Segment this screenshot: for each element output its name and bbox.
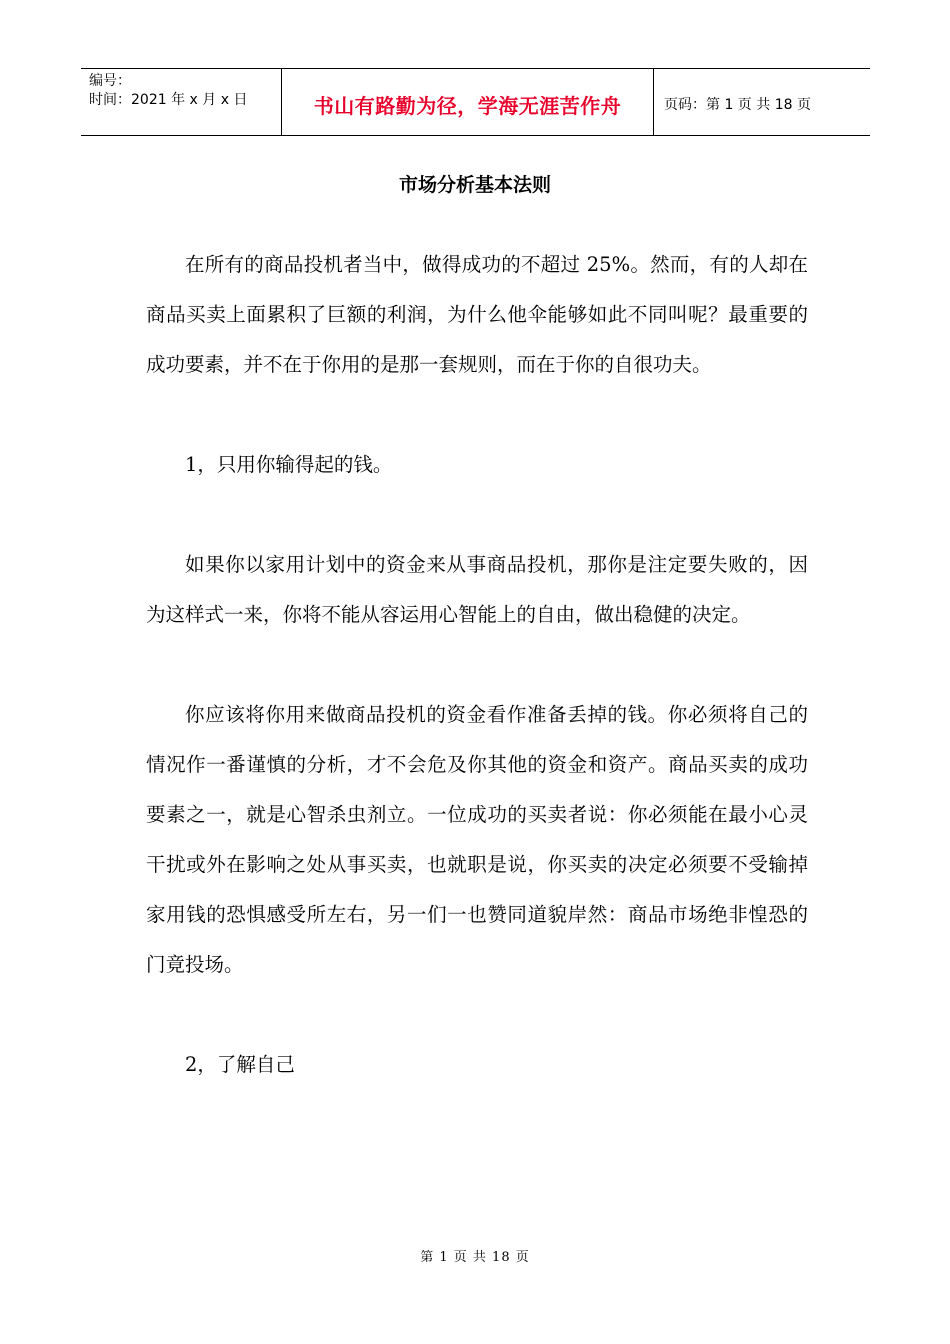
paragraph-gap bbox=[146, 490, 808, 540]
document-title: 市场分析基本法则 bbox=[398, 174, 551, 196]
paragraph-family-funds: 如果你以家用计划中的资金来从事商品投机，那你是注定要失败的，因为这样式一来，你将不能从容运用心智能上的自由，做出稳健的决定。 bbox=[146, 553, 808, 626]
header-number-label: 编号： bbox=[89, 73, 131, 89]
paragraph-gap bbox=[146, 390, 808, 440]
header-page-info: 页码：第 1 页 共 18 页 bbox=[664, 97, 811, 113]
document-body bbox=[146, 240, 808, 1090]
header-motto: 书山有路勤为径，学海无涯苦作舟 bbox=[281, 69, 654, 135]
header-date: 时间：2021 年 x 月 x 日 bbox=[89, 92, 248, 108]
paragraph-intro: 在所有的商品投机者当中，做得成功的不超过 25%。然而，有的人却在商品买卖上面累积了巨额的利润，为什么他伞能够如此不同叫呢？最重要的成功要素，并不在于你用的是那一套规则，而在于你的自很功夫。 bbox=[146, 253, 808, 376]
page-header bbox=[81, 68, 870, 136]
paragraph-risk-capital: 你应该将你用来做商品投机的资金看作准备丢掉的钱。你必须将自己的情况作一番谨慎的分析，才不会危及你其他的资金和资产。商品买卖的成功要素之一，就是心智杀虫剂立。一位成功的买卖者说：你必须能在最小心灵干扰或外在影响之处从事买卖，也就职是说，你买卖的决定必须要不受输掉家用钱的恐惧感受所左右，另一们一也赞同道貌岸然：商品市场绝非惶恐的门竟投场。 bbox=[146, 703, 808, 976]
paragraph-gap bbox=[146, 990, 808, 1040]
section-heading-1: 1，只用你输得起的钱。 bbox=[185, 453, 393, 476]
page-footer: 第 1 页 共 18 页 bbox=[420, 1250, 530, 1265]
header-meta bbox=[81, 69, 281, 135]
section-heading-2: 2，了解自己 bbox=[185, 1053, 295, 1076]
paragraph-gap bbox=[146, 640, 808, 690]
